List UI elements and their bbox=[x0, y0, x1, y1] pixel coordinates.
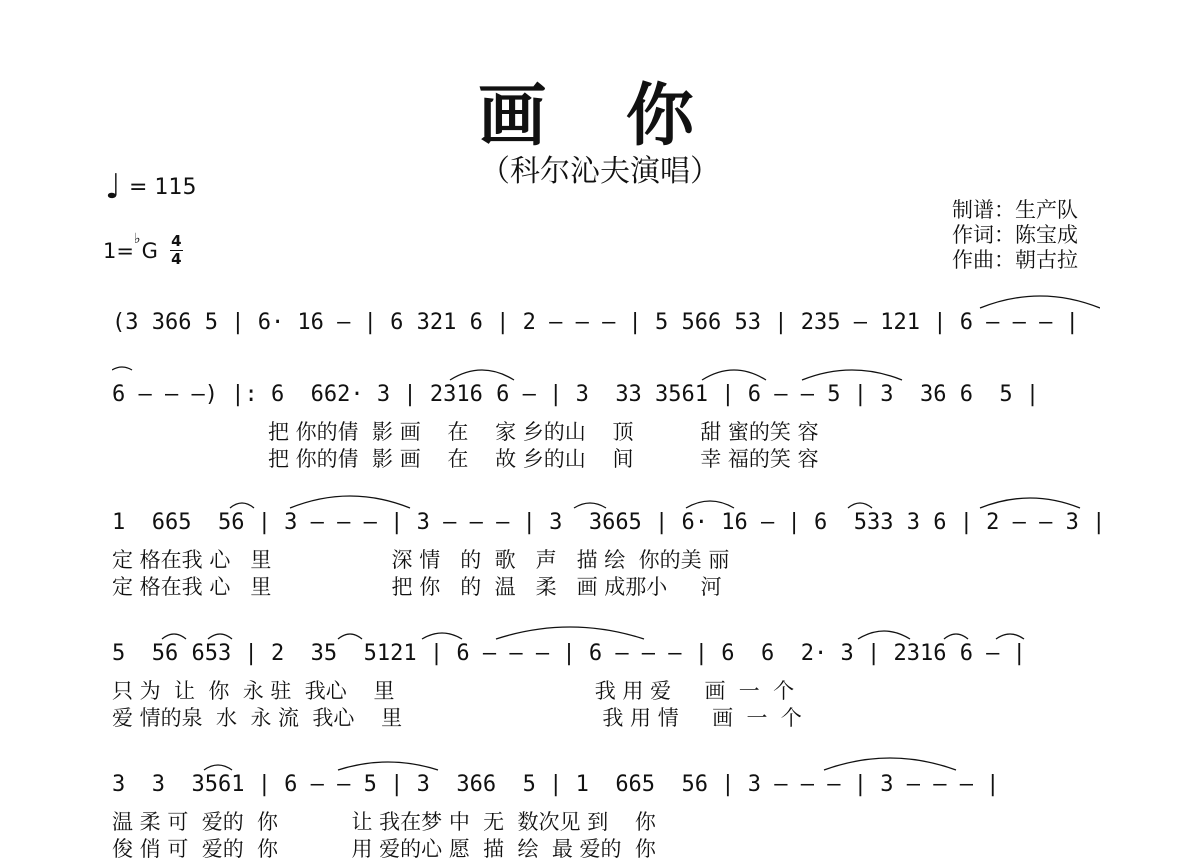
notation-line: 3 3 3561 | 6 – – 5 | 3 366 5 | 1 665 56 | 3 – – – | 3 – – – | bbox=[112, 772, 1000, 797]
slur-marks bbox=[112, 619, 1100, 643]
credit-value: 生产队 bbox=[1015, 198, 1078, 222]
notation-line: 1 665 56 | 3 – – – | 3 – – – | 3 3665 | 6· 16 – | 6 533 3 6 | 2 – – 3 | bbox=[112, 510, 1106, 535]
slur-marks bbox=[112, 360, 1100, 384]
key-note: G bbox=[141, 238, 158, 263]
lyric-verse-2: 爱 情的泉 水 永 流 我心 里 我 用 情 画 一 个 bbox=[112, 706, 802, 730]
song-title: 画 你 bbox=[478, 77, 722, 156]
credit-value: 陈宝成 bbox=[1015, 223, 1078, 247]
lyric-verse-1: 把 你的倩 影 画 在 家 乡的山 顶 甜 蜜的笑 容 bbox=[268, 420, 819, 444]
tempo-marking bbox=[105, 167, 197, 207]
notation-line: 6 – – –) |: 6 662· 3 | 2316 6 – | 3 33 3561 | 6 – – 5 | 3 36 6 5 | bbox=[112, 382, 1040, 407]
lyric-verse-2: 俊 俏 可 爱的 你 用 爱的心 愿 描 绘 最 爱的 你 bbox=[112, 837, 656, 861]
song-subtitle: （科尔沁夫演唱） bbox=[480, 154, 720, 189]
key-prefix: 1= bbox=[103, 238, 134, 263]
credit-label: 制谱： bbox=[952, 198, 1015, 222]
lyric-verse-1: 温 柔 可 爱的 你 让 我在梦 中 无 数次见 到 你 bbox=[112, 810, 656, 834]
credit-value: 朝古拉 bbox=[1015, 248, 1078, 272]
time-signature bbox=[170, 234, 183, 267]
lyric-verse-2: 定 格在我 心 里 把 你 的 温 柔 画 成那小 河 bbox=[112, 575, 722, 599]
tempo-value: = 115 bbox=[129, 174, 197, 200]
lyric-verse-1: 只 为 让 你 永 驻 我心 里 我 用 爱 画 一 个 bbox=[112, 679, 795, 703]
quarter-note-icon: ♩ bbox=[105, 167, 122, 207]
lyric-verse-2: 把 你的倩 影 画 在 故 乡的山 间 幸 福的笑 容 bbox=[268, 447, 819, 471]
credit-label: 作词： bbox=[952, 223, 1015, 247]
slur-marks bbox=[112, 488, 1100, 512]
slur-marks bbox=[112, 288, 1100, 312]
time-top: 4 bbox=[171, 232, 182, 250]
time-bottom: 4 bbox=[171, 250, 182, 268]
slur-marks bbox=[112, 750, 1100, 774]
credit-composer bbox=[952, 248, 1078, 273]
credit-lyricist bbox=[952, 223, 1078, 248]
lyric-verse-1: 定 格在我 心 里 深 情 的 歌 声 描 绘 你的美 丽 bbox=[112, 548, 730, 572]
notation-line: 5 56 653 | 2 35 5121 | 6 – – – | 6 – – – | 6 6 2· 3 | 2316 6 – | bbox=[112, 641, 1026, 666]
credit-label: 作曲： bbox=[952, 248, 1015, 272]
key-signature bbox=[103, 230, 183, 268]
flat-icon: ♭ bbox=[133, 230, 141, 247]
notation-line: (3 366 5 | 6· 16 – | 6 321 6 | 2 – – – | 5 566 53 | 235 – 121 | 6 – – – | bbox=[112, 310, 1079, 335]
credits bbox=[952, 198, 1078, 273]
credit-arranger bbox=[952, 198, 1078, 223]
